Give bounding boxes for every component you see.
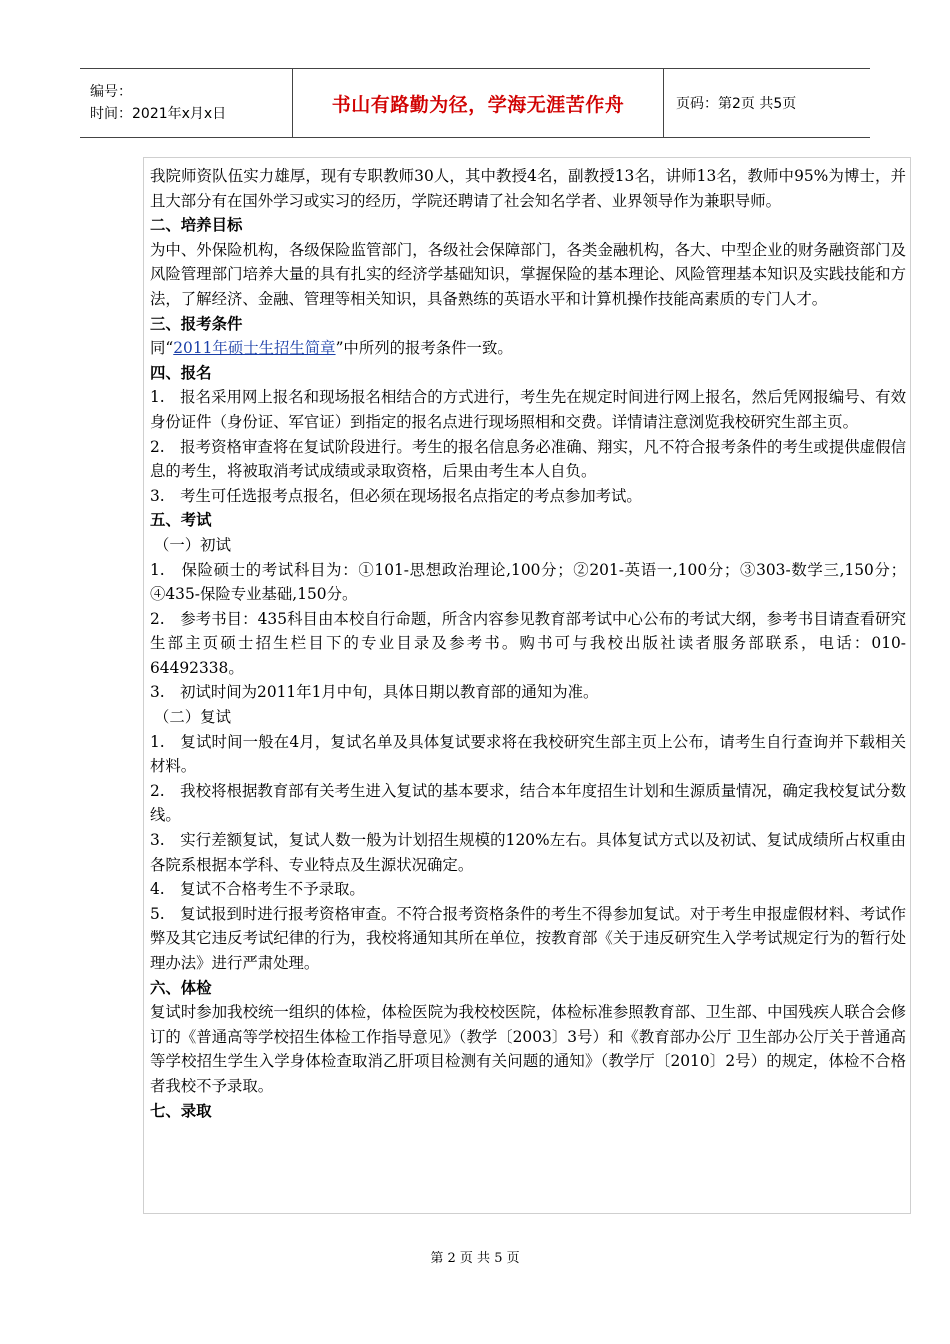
doc-number-label: 编号： <box>90 84 132 100</box>
conditions-pre: 同“ <box>150 339 174 358</box>
header-page-cell <box>664 69 870 137</box>
section-heading-exam: 五、考试 <box>150 511 212 530</box>
list-item: 2. 我校将根据教育部有关考生进入复试的基本要求，结合本年度招生计划和生源质量情况，确定我校复试分数线。 <box>150 781 906 825</box>
content-frame <box>143 157 911 1214</box>
list-item: 3. 考生可任选报考点报名，但必须在现场报名点指定的考点参加考试。 <box>150 486 642 505</box>
subheading-preliminary: （一）初试 <box>154 535 231 554</box>
page-footer: 第 2 页 共 5 页 <box>430 1251 520 1266</box>
header-meta <box>80 69 293 137</box>
list-item: 2. 参考书目：435科目由本校自行命题，所含内容参见教育部考试中心公布的考试大纲，参考书目请查看研究生部主页硕士招生栏目下的专业目录及参考书。购书可与我校出版社读者服务部联系，电话：010-64492338。 <box>150 609 906 677</box>
conditions-post: ”中所列的报考条件一致。 <box>335 339 513 358</box>
header-motto: 书山有路勤为径，学海无涯苦作舟 <box>331 93 625 116</box>
section-heading-admission: 七、录取 <box>150 1101 212 1120</box>
intro-paragraph: 我院师资队伍实力雄厚，现有专职教师30人，其中教授4名，副教授13名，讲师13名，教师中95%为博士，并且大部分有在国外学习或实习的经历，学院还聘请了社会知名学者、业界领导作为兼职导师。 <box>150 167 906 210</box>
subheading-retest: （二）复试 <box>154 708 231 727</box>
list-item: 1. 复试时间一般在4月，复试名单及具体复试要求将在我校研究生部主页上公布，请考生自行查询并下载相关材料。 <box>150 732 906 776</box>
page-header <box>80 68 870 138</box>
section-heading-physical: 六、体检 <box>150 978 212 997</box>
conditions-paragraph <box>150 336 906 361</box>
physical-paragraph: 复试时参加我校统一组织的体检，体检医院为我校校医院，体检标准参照教育部、卫生部、中国残疾人联合会修订的《普通高等学校招生体检工作指导意见》（教学〔2003〕3号）和《教育部办公厅 卫生部办公厅关于普通高等学校招生学生入学身体检查取消乙肝项目检测有关问题的通知》（教学厅〔2010〕2号）的规定，体检不合格者我校不予录取。 <box>150 1003 906 1095</box>
list-item: 1. 保险硕士的考试科目为：①101-思想政治理论,100分；②201-英语一,100分；③303-数学三,150分；④435-保险专业基础,150分。 <box>150 560 906 604</box>
goals-paragraph: 为中、外保险机构，各级保险监管部门，各级社会保障部门，各类金融机构，各大、中型企业的财务融资部门及风险管理部门培养大量的具有扎实的经济学基础知识，掌握保险的基本理论、风险管理基本知识及实践技能和方法，了解经济、金融、管理等相关知识，具备熟练的英语水平和计算机操作技能高素质的专门人才。 <box>150 240 906 308</box>
list-item: 1. 报名采用网上报名和现场报名相结合的方式进行，考生先在规定时间进行网上报名，然后凭网报编号、有效身份证件（身份证、军官证）到指定的报名点进行现场照相和交费。详情请注意浏览我校研究生部主页。 <box>150 388 906 431</box>
section-heading-registration: 四、报名 <box>150 363 212 382</box>
list-item: 5. 复试报到时进行报考资格审查。不符合报考资格条件的考生不得参加复试。对于考生申报虚假材料、考试作弊及其它违反考试纪律的行为，我校将通知其所在单位，按教育部《关于违反研究生入学考试规定行为的暂行处理办法》进行严肃处理。 <box>150 904 906 972</box>
admission-brochure-link[interactable]: 2011年硕士生招生简章 <box>173 339 336 358</box>
document-body <box>150 164 906 1123</box>
section-heading-goals: 二、培养目标 <box>150 216 243 235</box>
header-motto-cell <box>293 69 664 137</box>
list-item: 3. 初试时间为2011年1月中旬，具体日期以教育部的通知为准。 <box>150 683 599 702</box>
list-item: 4. 复试不合格考生不予录取。 <box>150 880 365 899</box>
header-page-label: 页码：第2页 共5页 <box>676 96 797 112</box>
list-item: 2. 报考资格审查将在复试阶段进行。考生的报名信息务必准确、翔实，凡不符合报考条件的考生或提供虚假信息的考生，将被取消考试成绩或录取资格，后果由考生本人自负。 <box>150 437 906 481</box>
list-item: 3. 实行差额复试，复试人数一般为计划招生规模的120%左右。具体复试方式以及初试、复试成绩所占权重由各院系根据本学科、专业特点及生源状况确定。 <box>150 831 906 874</box>
section-heading-conditions: 三、报考条件 <box>150 314 243 333</box>
doc-date-label: 时间：2021年x月x日 <box>90 106 227 122</box>
